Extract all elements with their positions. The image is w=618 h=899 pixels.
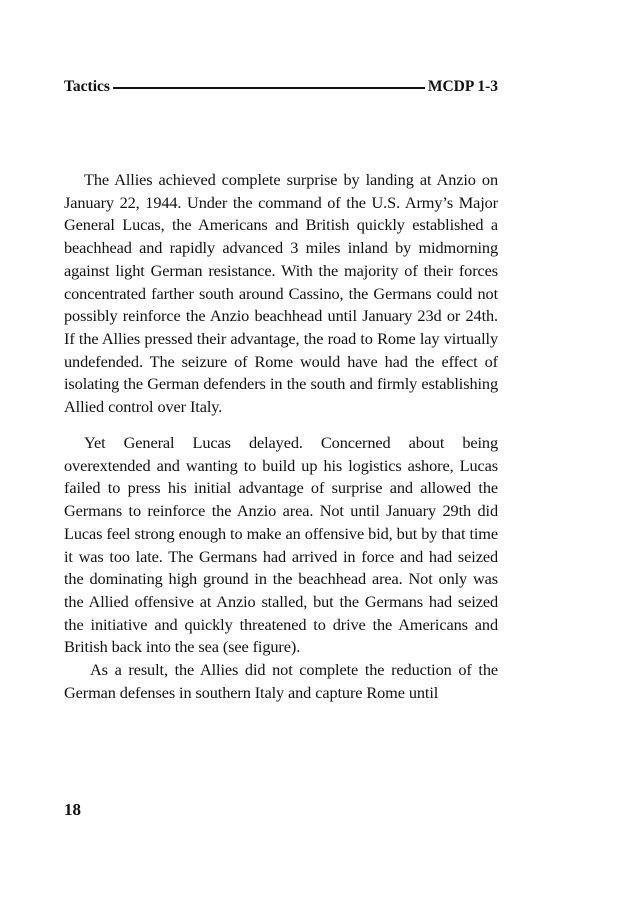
running-header: [64, 76, 498, 98]
body-paragraph: Yet General Lucas delayed. Concerned about being overextended and wanting to build up his logistics ashore, Lucas failed to press his initial advantage of surprise and allowed the Germans to reinforce the Anzio area. Not until January 29th did Lucas feel strong enough to make an offensive bid, but by that time it was too late. The Germans had arrived in force and had seized the dominating high ground in the beachhead area. Not only was the Allied offensive at Anzio stalled, but the Germans had seized the initiative and quickly threatened to drive the Americans and British back into the sea (see figure).: [64, 433, 498, 657]
header-rule: [113, 87, 425, 89]
body-paragraph: As a result, the Allies did not complete the reduction of the German defenses in southern Italy and capture Rome until: [64, 660, 498, 702]
header-section-title: Tactics: [64, 78, 110, 95]
page-number: 18: [64, 800, 81, 819]
header-document-id: MCDP 1-3: [427, 78, 498, 95]
body-paragraph: The Allies achieved complete surprise by landing at Anzio on January 22, 1944. Under the command of the U.S. Army’s Major General Lucas, the Americans and British quickly established a beachhead and rapidly advanced 3 miles inland by midmorning against light German resistance. With the majority of their forces concentrated farther south around Cassino, the Germans could not possibly reinforce the Anzio beachhead until January 23d or 24th. If the Allies pressed their advantage, the road to Rome lay virtually undefended. The seizure of Rome would have had the effect of isolating the German defenders in the south and firmly establishing Allied control over Italy.: [64, 170, 498, 417]
